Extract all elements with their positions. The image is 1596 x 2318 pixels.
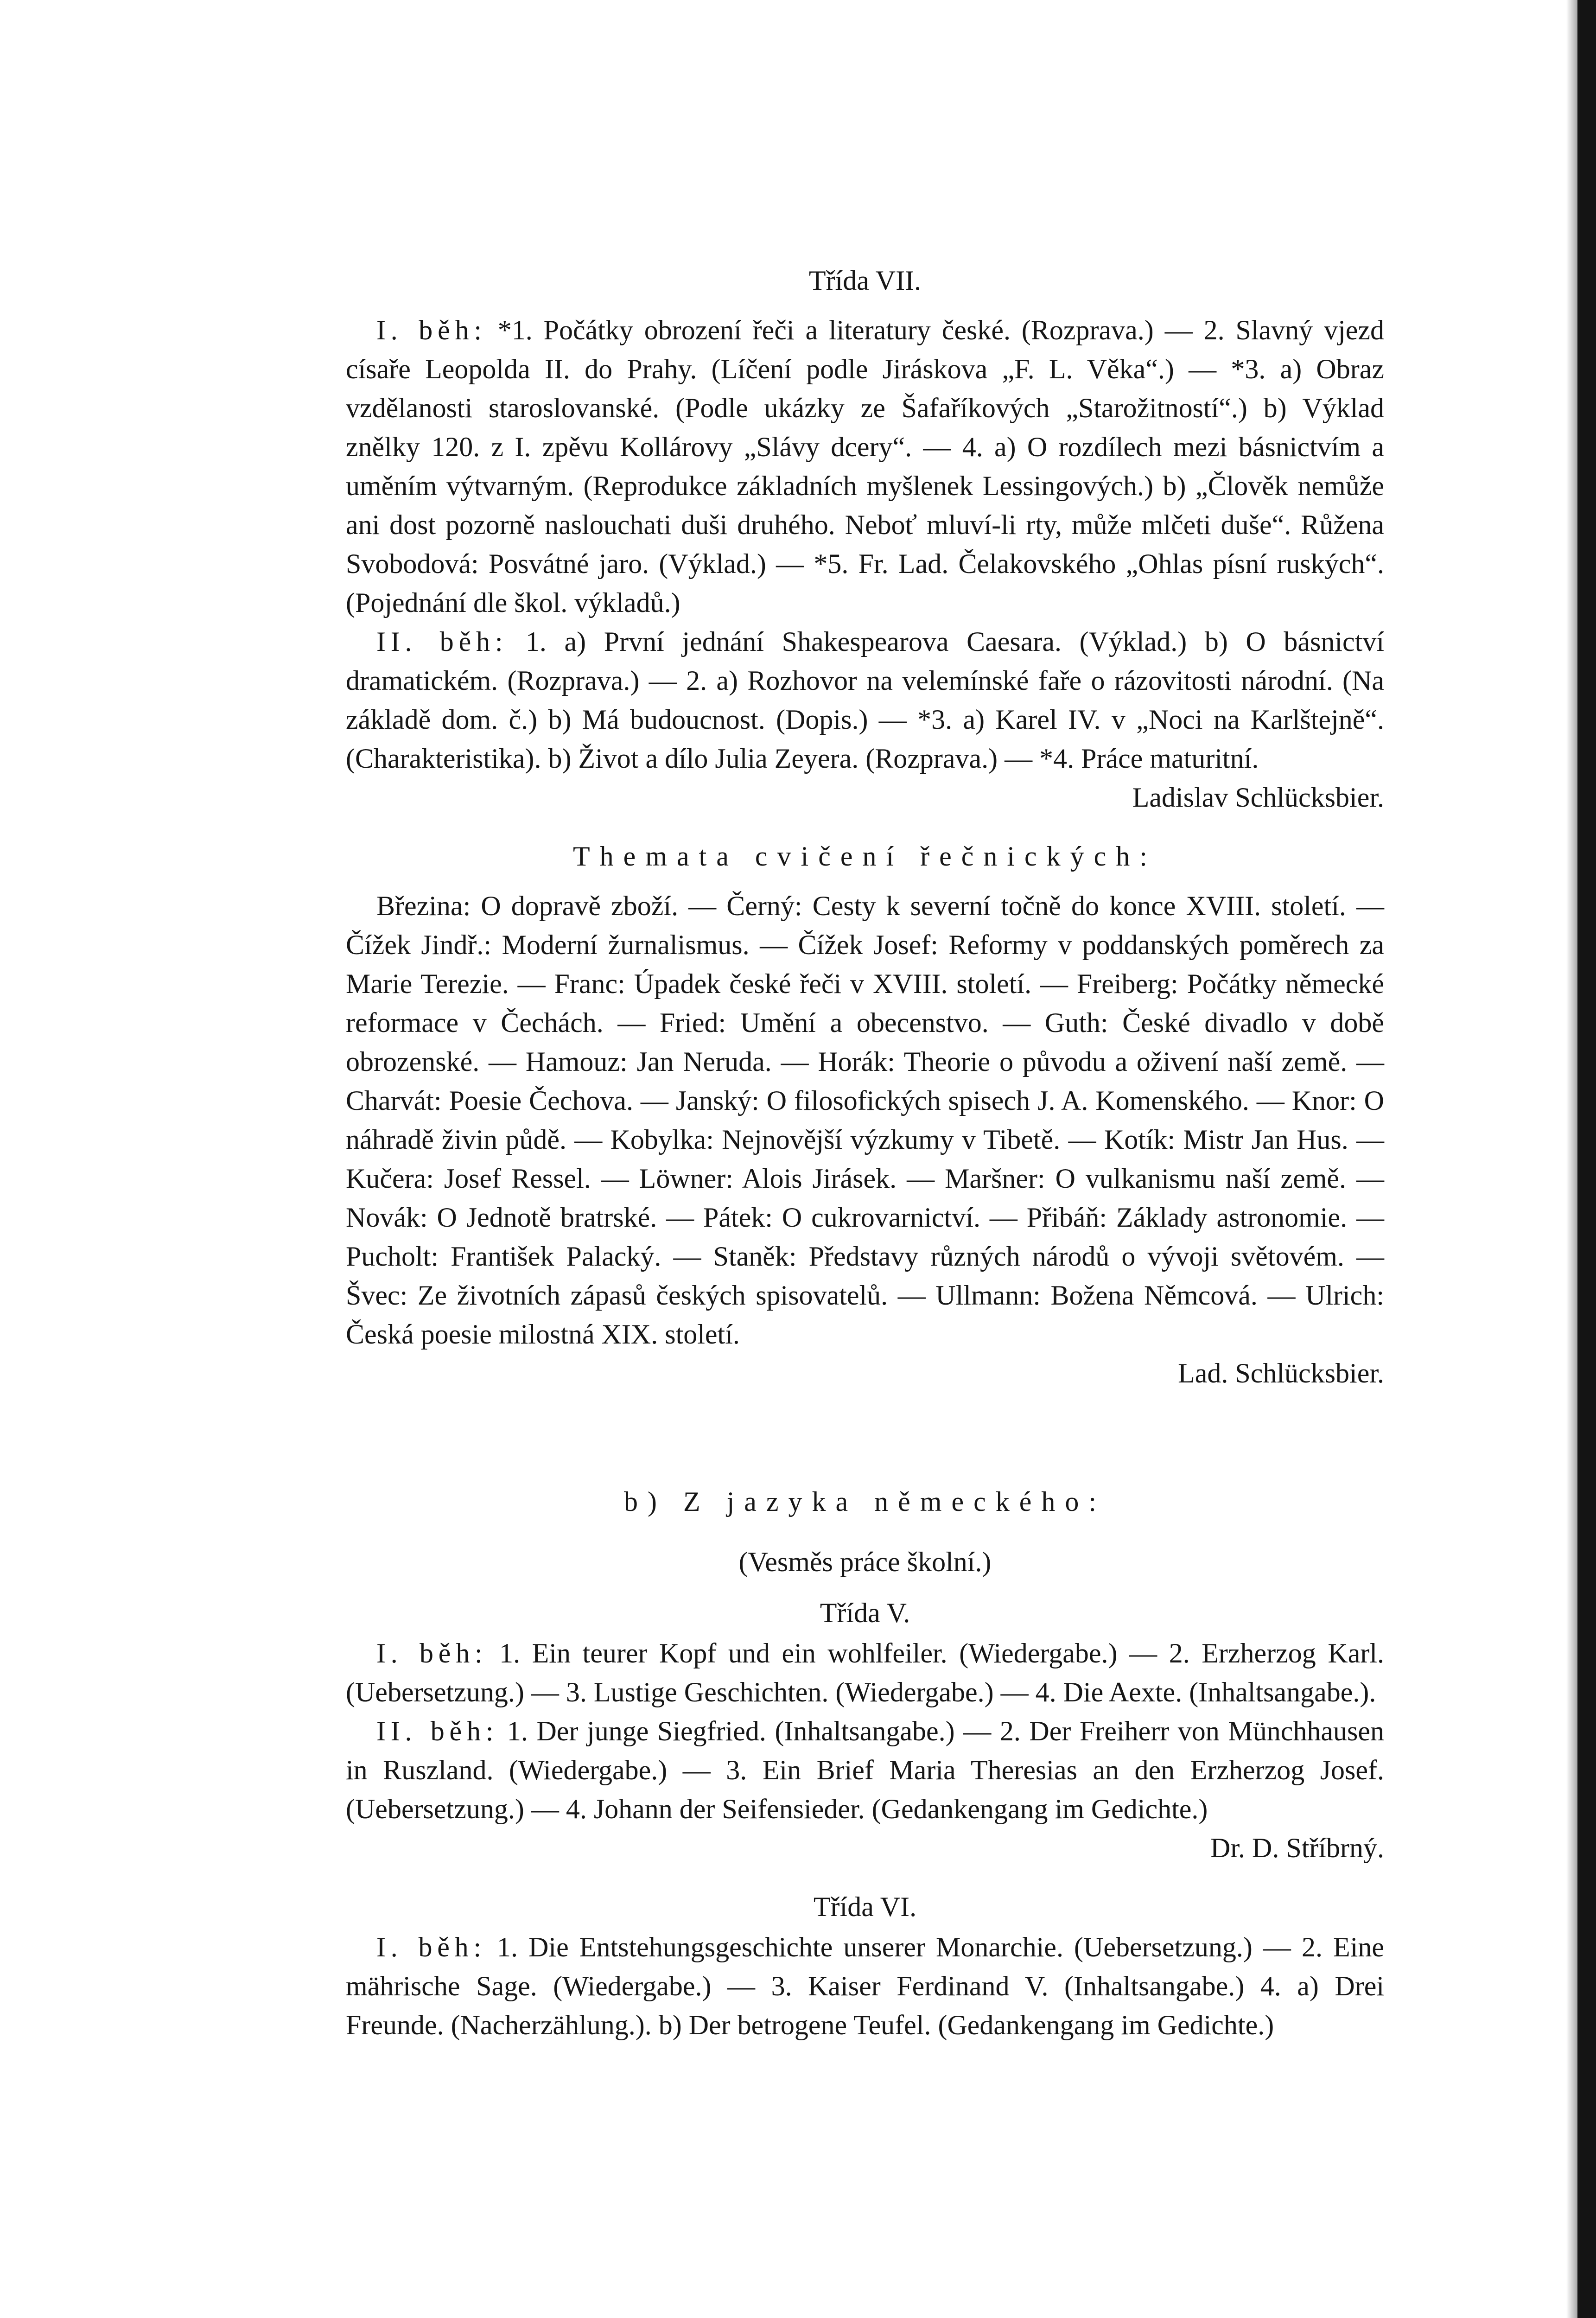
german-section-subheading: (Vesměs práce školní.) xyxy=(738,1547,992,1577)
beh-label: II. běh: xyxy=(376,626,508,657)
beh-text: 1. Der junge Siegfried. (Inhaltsangabe.) — 2. Der Freiherr von Münchhausen in Ruszland. (Wiedergabe.) — 3. Ein Brief Maria Theresias an den Erzherzog Josef. (Uebersetzung.) — 4. Johann der Seifensieder. (Gedankengang im Gedichte.) xyxy=(346,1716,1384,1824)
signature-schlucksbier: Ladislav Schlücksbier. xyxy=(1132,782,1384,813)
speeches-heading: Themata cvičení řečnických: xyxy=(573,841,1157,872)
document-page xyxy=(346,260,1384,2044)
class-6-heading: Třída VI. xyxy=(813,1891,917,1922)
scan-edge-shadow xyxy=(1566,0,1577,2318)
beh-label: I. běh: xyxy=(376,1932,486,1962)
beh-text: 1. Ein teurer Kopf und ein wohlfeiler. (Wiedergabe.) — 2. Erzherzog Karl. (Uebersetzung.) — 3. Lustige Geschichten. (Wiedergabe.) — 4. Die Aexte. (Inhaltsangabe.). xyxy=(346,1638,1384,1707)
german-section-heading: b) Z jazyka německého: xyxy=(623,1486,1106,1517)
class-5-heading: Třída V. xyxy=(820,1598,910,1628)
speeches-list: Březina: O dopravě zboží. — Černý: Cesty k severní točně do konce XVIII. století. — Čížek Jindř.: Moderní žurnalismus. — Čížek Josef: Reformy v poddanských poměrech za Marie Terezie. — Franc: Úpadek české řeči v XVIII. století. — Freiberg: Počátky německé reformace v Čechách. — Fried: Umění a obecenstvo. — Guth: České divadlo v době obrozenské. — Hamouz: Jan Neruda. — Horák: Theorie o původu a oživení naší země. — Charvát: Poesie Čechova. — Janský: O filosofických spisech J. A. Komenského. — Knor: O náhradě živin půdě. — Kobylka: Nejnovější výzkumy v Tibetě. — Kotík: Mistr Jan Hus. — Kučera: Josef Ressel. — Löwner: Alois Jirásek. — Maršner: O vulkanismu naší země. — Novák: O Jednotě bratrské. — Pátek: O cukrovarnictví. — Přibáň: Základy astronomie. — Pucholt: František Palacký. — Staněk: Představy různých národů o vývoji světovém. — Švec: Ze životních zápasů českých spisovatelů. — Ullmann: Božena Němcová. — Ulrich: Česká poesie milostná XIX. století. xyxy=(346,891,1384,1350)
class-6-beh-1 xyxy=(346,1928,1384,2044)
beh-label: II. běh: xyxy=(376,1716,499,1746)
beh-text: *1. Počátky obrození řeči a literatury české. (Rozprava.) — 2. Slavný vjezd císaře Leopolda II. do Prahy. (Líčení podle Jiráskova „F. L. Věka“.) — *3. a) Obraz vzdělanosti staroslovanské. (Podle ukázky ze Šafaříkových „Starožitností“.) b) Výklad znělky 120. z I. zpěvu Kollárovy „Slávy dcery“. — 4. a) O rozdílech mezi básnictvím a uměním výtvarným. (Reprodukce základních myšlenek Lessingových.) b) „Člověk nemůže ani dost pozorně naslouchati duši druhého. Neboť mluví-li rty, může mlčeti duše“. Růžena Svobodová: Posvátné jaro. (Výklad.) — *5. Fr. Lad. Čelakovského „Ohlas písní ruských“. (Pojednání dle škol. výkladů.) xyxy=(346,315,1385,618)
class-7-heading: Třída VII. xyxy=(808,265,922,296)
signature-stribrny: Dr. D. Stříbrný. xyxy=(1210,1833,1384,1863)
class-5-beh-2 xyxy=(346,1712,1384,1828)
beh-label: I. běh: xyxy=(376,315,487,345)
signature-lad-schlucksbier: Lad. Schlücksbier. xyxy=(1178,1358,1384,1388)
beh-label: I. běh: xyxy=(376,1638,488,1668)
class-5-beh-1 xyxy=(346,1634,1384,1712)
beh-text: 1. a) První jednání Shakespearova Caesara. (Výklad.) b) O básnictví dramatickém. (Rozprava.) — 2. a) Rozhovor na velemínské faře o rázovitosti národní. (Na základě dom. č.) b) Má budoucnost. (Dopis.) — *3. a) Karel IV. v „Noci na Karlštejně“. (Charakteristika). b) Život a dílo Julia Zeyera. (Rozprava.) — *4. Práce maturitní. xyxy=(346,626,1385,774)
class-7-beh-2 xyxy=(346,622,1384,778)
scan-edge xyxy=(1577,0,1596,2318)
beh-text: 1. Die Entstehungsgeschichte unserer Monarchie. (Uebersetzung.) — 2. Eine mährische Sage. (Wiedergabe.) — 3. Kaiser Ferdinand V. (Inhaltsangabe.) 4. a) Drei Freunde. (Nacherzählung.). b) Der betrogene Teufel. (Gedankengang im Gedichte.) xyxy=(346,1932,1384,2040)
class-7-beh-1 xyxy=(346,311,1384,622)
